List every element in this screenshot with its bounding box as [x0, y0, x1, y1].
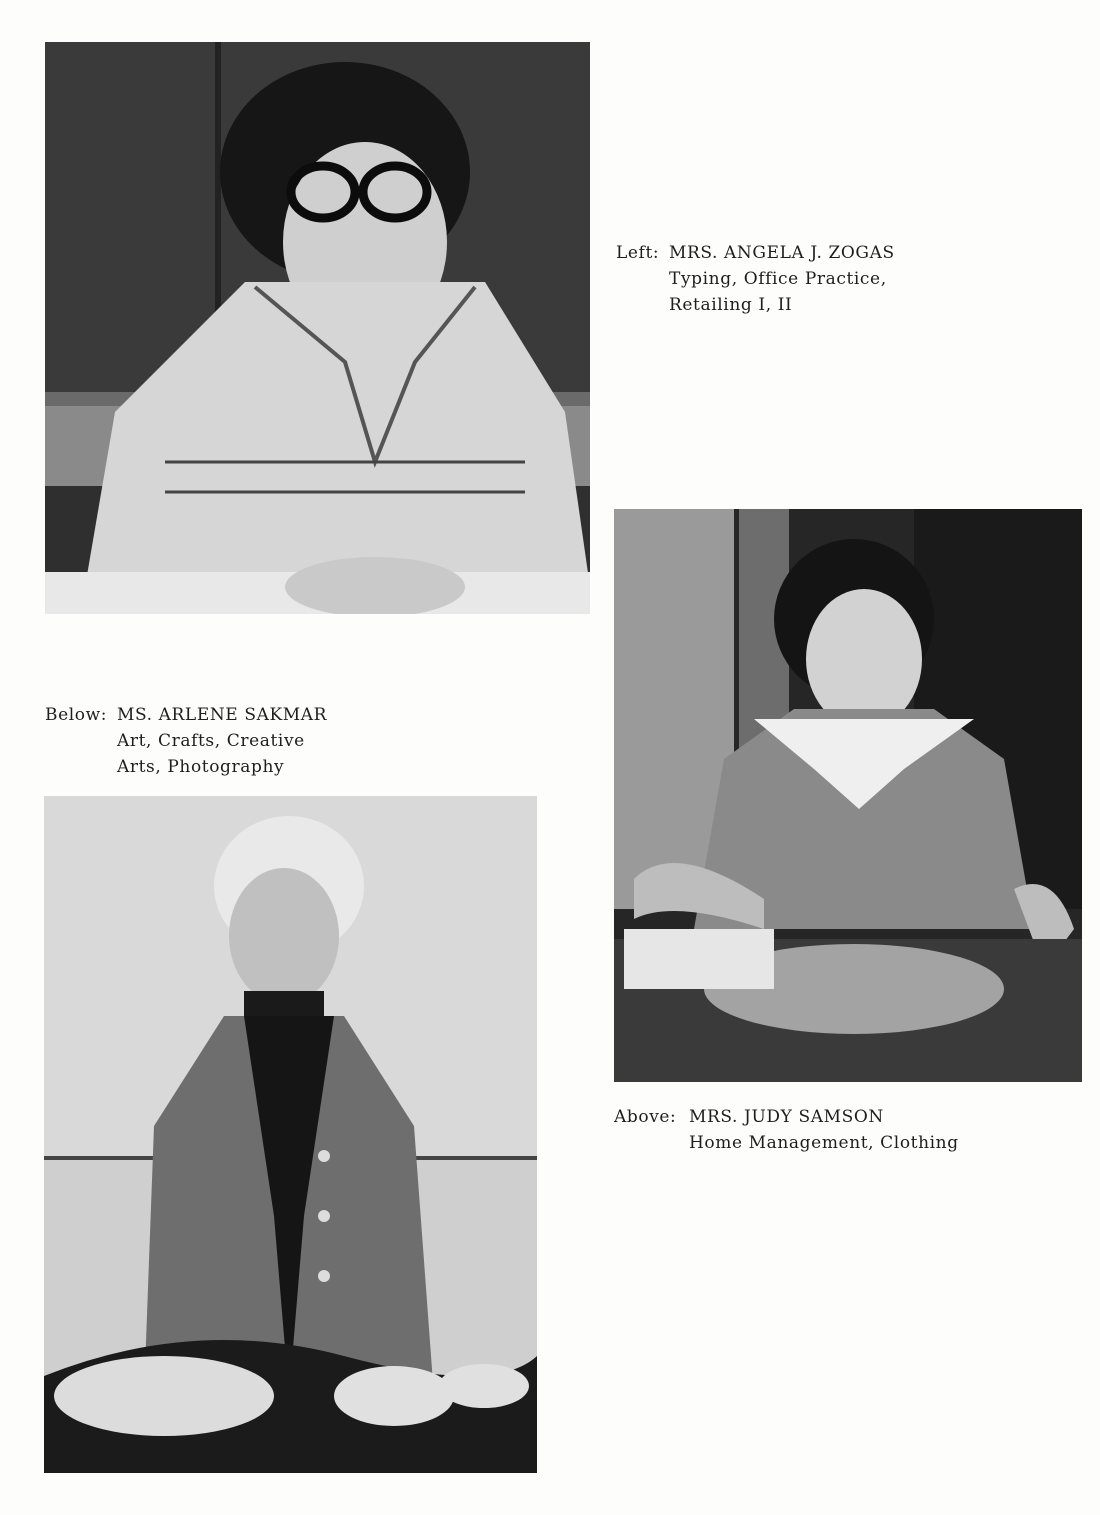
photo-sakmar-image [44, 796, 537, 1473]
photo-zogas [45, 42, 590, 614]
caption-sakmar [45, 702, 327, 780]
caption-sakmar-subjects-line1: Art, Crafts, Creative [117, 731, 305, 751]
caption-zogas-name: MRS. ANGELA J. ZOGAS [669, 243, 895, 263]
caption-samson-name: MRS. JUDY SAMSON [689, 1107, 884, 1127]
caption-samson-subjects: Home Management, Clothing [689, 1133, 959, 1153]
caption-zogas [616, 240, 895, 318]
caption-zogas-subjects-line1: Typing, Office Practice, [669, 269, 887, 289]
photo-zogas-image [45, 42, 590, 614]
photo-samson-image [614, 509, 1082, 1082]
caption-sakmar-name: MS. ARLENE SAKMAR [117, 705, 328, 725]
caption-samson-lead: Above: [614, 1107, 677, 1127]
caption-sakmar-lead: Below: [45, 705, 108, 725]
caption-sakmar-subjects-line2: Arts, Photography [117, 757, 285, 777]
caption-samson [614, 1104, 959, 1156]
photo-sakmar [44, 796, 537, 1473]
caption-zogas-lead: Left: [616, 243, 660, 263]
photo-samson [614, 509, 1082, 1082]
caption-zogas-subjects-line2: Retailing I, II [669, 295, 793, 315]
